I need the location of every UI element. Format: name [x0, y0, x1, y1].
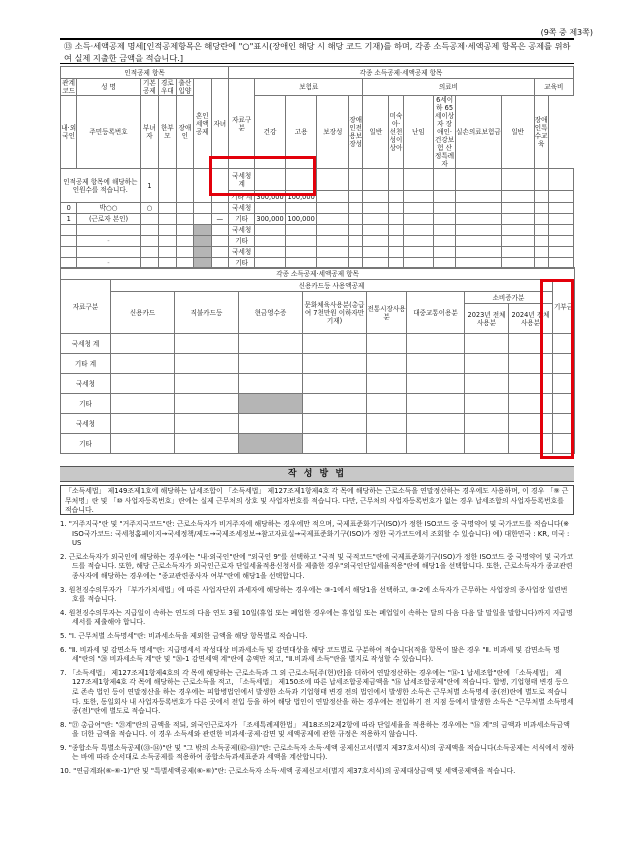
- header-cash-receipt: 현금영수증: [239, 292, 303, 334]
- bottom-header-source: 자료구분: [61, 280, 111, 334]
- header-edu-disabled: 장애인특수교육: [534, 96, 548, 169]
- source-nts-total: 국세청계: [229, 169, 255, 191]
- card-deduction-table: [60, 267, 575, 454]
- instruction-note: 6. "Ⅱ. 비과세 및 감면소득 명세"란: 지급명세서 작성대상 비과세소득 및 감면대상을 해당 코드별로 구분하여 적습니다(적을 항목이 많은 경우 "Ⅱ. 비과세 및 감면소득 명세"란의 "⑳ 비과세소득 계"란 및 "⑳-1 감면세액 계"란에 총액만 적고, "Ⅱ.비과세 소득"란을 별지로 작성할 수 있습니다).: [60, 645, 560, 664]
- header-debit-card: 직불카드등: [175, 292, 239, 334]
- how-to-fill-title: 작 성 방 법: [60, 466, 574, 482]
- summary-label: 인적공제 항목에 해당하는 인원수를 적습니다.: [61, 169, 141, 203]
- person3-src-nts: 국세청: [229, 247, 255, 258]
- summary-basic-count: 1: [140, 169, 159, 203]
- instruction-note: 10. "연금계좌(⑥-⑥-1)"란 및 "특별세액공제(⑥-⑥)"란: 근로소득자 소득·세액 공제신고서(별지 제37호서식)의 공제대상금액 및 세액공제액을 적습니다.: [60, 767, 516, 776]
- person1-basic: ○: [140, 203, 159, 214]
- person1-health: 300,000: [256, 215, 284, 223]
- header-rrn: 주민등록번호: [77, 96, 140, 169]
- bottom-row-label: 기타 계: [61, 354, 111, 374]
- person1-note: (근로자 본인): [77, 214, 140, 225]
- header-elderly: 경로우대: [159, 79, 176, 96]
- header-single-parent: 한부모: [159, 96, 176, 169]
- header-foreign: 내·외국인: [61, 96, 77, 169]
- instruction-note: 9. "종합소득 특별소득공제(㉝-㉞)"란 및 "그 밖의 소득공제(㊷-㊸)"란: 근로소득자 소득·세액 공제신고서(별지 제37호서식)의 공제액을 적습니다(소득공제는 서식에서 정하는 바에 따라 순서대로 소득공제를 적용하여 종합소득과세표준과 세액을 계산합니다).: [60, 743, 574, 762]
- header-disabled: 장애인: [176, 96, 193, 169]
- person3-dash: -: [77, 258, 140, 269]
- header-edu-general: 일반: [501, 96, 534, 169]
- header-insurance: 보험료: [255, 79, 363, 96]
- header-transit: 대중교통이용분: [407, 292, 465, 334]
- instruction-note: 3. 원천징수의무자가 「부가가치세법」에 따른 사업자단위 과세자에 해당하는 경우에는 ③-1에서 해당1을 선택하고, ③-2에 소득자가 근무하는 사업장의 종사업장 일련번호를 적습니다.: [60, 585, 568, 604]
- header-market: 전통시장사용분: [367, 292, 407, 334]
- page-number: (9쪽 중 제3쪽): [540, 28, 593, 37]
- instruction-note: 5. "Ⅰ. 근무처별 소득명세"란: 비과세소득을 제외한 금액을 해당 항목별로 적습니다.: [60, 631, 308, 640]
- person1-code: 0: [61, 203, 77, 214]
- highlight-insurance-totals: [209, 156, 316, 196]
- header-2024: 2024년 전체 사용분: [509, 304, 553, 334]
- header-2023: 2023년 전체 사용분: [465, 304, 509, 334]
- personal-deduction-table: [60, 66, 574, 269]
- header-infertility: 난임: [403, 96, 434, 169]
- header-dis-guarantee: 장애인전용보장성: [349, 96, 363, 169]
- header-guarantee: 보장성: [317, 96, 349, 169]
- header-culture: 문화체육사용분(총급여 7천만원 이하자만 기재): [303, 292, 367, 334]
- header-married: 혼인세액공제: [194, 79, 211, 169]
- bottom-row-label: 기타: [61, 394, 111, 414]
- instruction-notes: [60, 520, 574, 781]
- header-child: 자녀: [211, 79, 229, 169]
- bottom-title: 각종 소득공제·세액공제 항목: [61, 268, 575, 280]
- header-source: 자료구분: [229, 79, 255, 169]
- how-to-fill-box: 「소득세법」 제149조제1호에 해당하는 납세조합이 「소득세법」 제127조제1항제4호 각 목에 해당하는 근로소득을 연말정산하는 경우에도 사용하며, 이 경우 「⑨ 근무처명」란 및 「⑩ 사업자등록번호」란에는 실제 근무처의 상호 및 사업자번호를 적습니다. 다만, 근무처의 사업자등록번호가 없는 경우 납세조합의 사업자등록번호를 적습니다.: [60, 485, 574, 515]
- person2-src-other: 기타: [229, 236, 255, 247]
- header-medical: 의료비: [363, 79, 534, 96]
- person1-foreign: 1: [61, 214, 77, 225]
- header-personal: 인적공제 항목: [61, 67, 229, 79]
- header-general-medical: 일반: [363, 96, 389, 169]
- bottom-row-label: 기타: [61, 434, 111, 454]
- header-donation: 기부금: [553, 280, 575, 334]
- header-basic: 기본공제: [140, 79, 159, 96]
- header-consume-increase: 소비증가분: [465, 292, 553, 304]
- source-other-total: 기타 계: [229, 191, 255, 203]
- health-amount-total: 300,000: [256, 192, 284, 201]
- person1-src-nts: 국세청: [229, 203, 255, 214]
- header-various-deductions: 각종 소득공제·세액공제 항목: [229, 67, 574, 79]
- header-name: 성 명: [77, 79, 140, 96]
- header-credit-card: 신용카드: [111, 292, 175, 334]
- instruction-note: 4. 원천징수의무자는 지급일이 속하는 연도의 다음 연도 3월 10일(휴업 또는 폐업한 경우에는 휴업일 또는 폐업일이 속하는 달의 다음 다음 달 말일을 말합니다)까지 지급명세서를 제출해야 합니다.: [60, 608, 573, 627]
- employ-amount-total: 100,000: [285, 191, 317, 203]
- header-health: 건강: [255, 96, 286, 169]
- header-employ: 고용: [285, 96, 317, 169]
- person1-child-dash: —: [211, 214, 229, 225]
- instruction-note: 7. 「소득세법」 제127조제1항제4호의 각 목에 해당하는 근로소득과 그 외 근로소득[주(현)란]을 더하여 연말정산하는 경우에는 "⑭-1 납세조합"란에 「소득세법」 제127조제1항제4호 각 목에 해당하는 근로소득을 적고, 「소득세법」 제150조에 따른 납세조합공제금액을 "⑯ 납세조합공제"란에 적습니다. 합병, 기업형태 변경 등으로 존속 법인 등이 연말정산을 하는 경우에는 피합병법인에서 발생한 소득과 기업형태 변경 전의 법인에서 발생한 소득은 근무처별 소득명세 종(전)란에 별도로 적습니다. 또한, 동일회사 내 사업자등록번호가 다른 곳에서 전입 등을 하여 해당 법인이 연말정산을 하는 경우에는 전입하기 전 지점 등에서 발생한 소득은 "근무처별 소득명세 종(전)"란에 별도로 적습니다.: [60, 668, 574, 716]
- bottom-row-label: 국세청: [61, 414, 111, 434]
- header-woman: 부녀자: [140, 96, 159, 169]
- highlight-donation-column: [540, 279, 574, 459]
- person1-employ: 100,000: [285, 214, 317, 225]
- header-birth: 출산입양: [176, 79, 193, 96]
- section-intro: ⑬ 소득·세액공제 명세[인적공제항목은 해당란에 "○"표시(장애인 해당 시 해당 코드 기재)를 하며, 각종 소득공제·세액공제 항목은 공제를 위하여 실제 지출한 금액을 적습니다.]: [60, 38, 574, 64]
- header-relation-code: 관계코드: [62, 79, 76, 95]
- instruction-note: 2. 근로소득자가 외국인에 해당하는 경우에는 "내·외국인"란에 "외국인 9"를 선택하고 "국적 및 국적코드"란에 국제표준화기구(ISO)가 정한 ISO코드 중 국명약어 및 국가코드를 적습니다. 또한, 해당 근로소득자가 외국인근로자 단일세율적용신청서를 제출한 경우"외국인단일세율적용"란에 해당1을 선택합니다. 또한, 근로소득자가 종교관련종사자에 해당하는 경우에는 "종교관련종사자 여부"란에 해당1을 선택합니다.: [60, 552, 574, 580]
- person1-name: 박○○: [77, 203, 140, 214]
- header-education: 교육비: [534, 79, 573, 96]
- header-premature: 미숙아·선천성이상아: [389, 96, 403, 169]
- instruction-note: 1. "거주지국"란 및 "거주지국코드"란: 근로소득자가 비거주자에 해당하는 경우에만 적으며, 국제표준화기구(ISO)가 정한 ISO코드 중 국명약어 및 국가코드를 적습니다(※ ISO국가코드: 국세청홈페이지→국세정책/제도→국제조세정보→참고자료실→국제표준화기구(ISO)가 정한 국가코드에서 조회할 수 있습니다) 예) 대한민국 : KR, 미국 : US: [60, 520, 570, 548]
- header-loss-insurance: 실손의료보험금: [456, 96, 502, 169]
- person2-dash: -: [77, 236, 140, 247]
- person1-src-other: 기타: [229, 214, 255, 225]
- header-over65: 6세이하 65세이상자 장애인·건강보험 산정특례자: [435, 96, 455, 168]
- bottom-row-label: 국세청: [61, 374, 111, 394]
- person3-src-other: 기타: [229, 258, 255, 269]
- instruction-note: 8. "㉑ 총급여"란: "㉑계"란의 금액을 적되, 외국인근로자가 「조세특례제한법」 제18조의2제2항에 따라 단일세율을 적용하는 경우에는 "⑯ 계"의 금액과 비과세소득금액을 더한 금액을 적습니다. 이 경우 소득세와 관련한 비과세·공제·감면 및 세액공제에 관한 규정은 적용하지 않습니다.: [60, 720, 570, 739]
- header-card-deduction: 신용카드등 사용액공제: [111, 280, 553, 292]
- bottom-row-label: 국세청 계: [61, 334, 111, 354]
- person2-src-nts: 국세청: [229, 225, 255, 236]
